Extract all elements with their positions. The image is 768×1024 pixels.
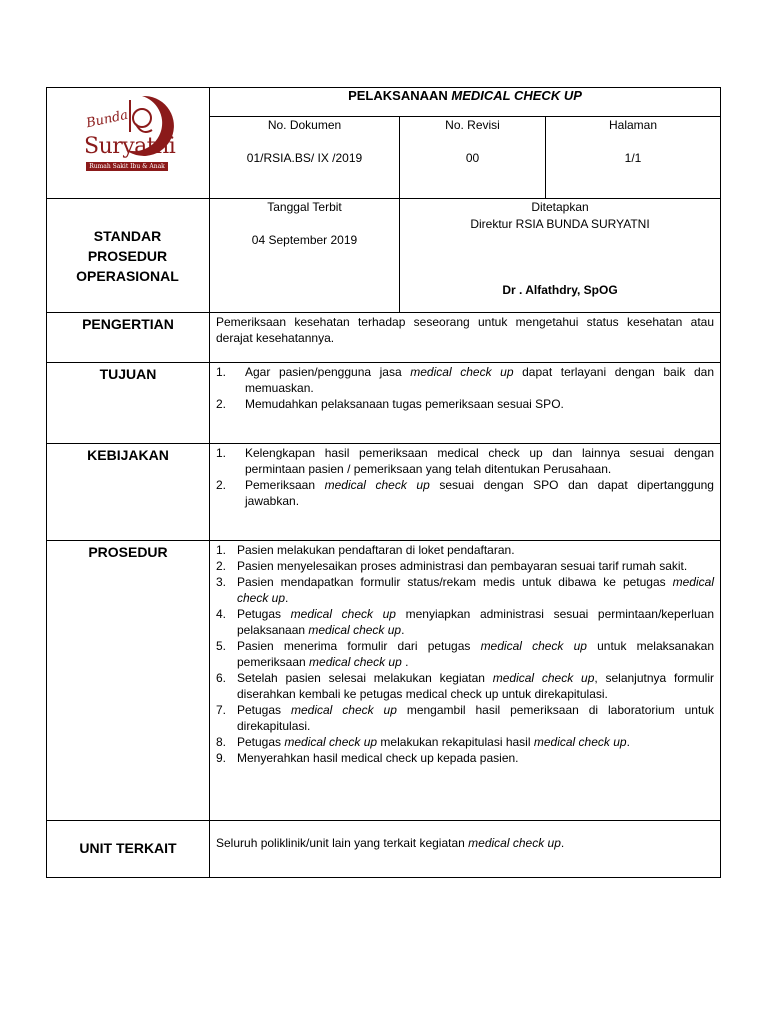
- prosedur-items: [216, 542, 714, 766]
- kebijakan-label: KEBIJAKAN: [87, 447, 169, 463]
- list-item: 7. Petugas medical check up mengambil hasil pemeriksaan di laboratorium untuk direkapitulasi.: [216, 703, 714, 733]
- revision-value: 00: [465, 151, 480, 165]
- spo-label: STANDAR PROSEDUR OPERASIONAL: [76, 228, 179, 284]
- list-item: 8. Petugas medical check up melakukan rekapitulasi hasil medical check up.: [216, 735, 630, 749]
- logo-subtitle: Rumah Sakit Ibu & Anak: [86, 162, 168, 171]
- list-item: 1. Pasien melakukan pendaftaran di loket pendaftaran.: [216, 543, 515, 557]
- established-label: Ditetapkan: [531, 200, 589, 214]
- prosedur-label: PROSEDUR: [88, 544, 168, 560]
- list-item: 6. Setelah pasien selesai melakukan kegiatan medical check up, selanjutnya formulir diserahkan kembali ke petugas medical check up untuk direkapitulasi.: [216, 671, 714, 701]
- page-value: 1/1: [624, 151, 642, 165]
- logo-bunda-text: Bunda: [84, 107, 130, 132]
- rule-unit: [46, 820, 721, 821]
- pengertian-text: Pemeriksaan kesehatan terhadap seseorang untuk mengetahui status kesehatan atau derajat kesehatannya.: [216, 315, 714, 345]
- title-italic: MEDICAL CHECK UP: [451, 88, 582, 103]
- rule-pengertian: [46, 312, 721, 313]
- list-item: 2. Pasien menyelesaikan proses administrasi dan pembayaran sesuai tarif rumah sakit.: [216, 559, 688, 573]
- unit-terkait-text: [216, 835, 714, 851]
- unit-terkait-label: UNIT TERKAIT: [79, 840, 177, 856]
- list-item: 1. Kelengkapan hasil pemeriksaan medical check up dan lainnya sesuai dengan permintaan pasien / pemeriksaan yang telah ditentukan Perusahaan.: [216, 446, 714, 476]
- issue-date-label: Tanggal Terbit: [267, 200, 342, 214]
- signatory-name: Dr . Alfathdry, SpOG: [502, 283, 618, 297]
- tujuan-items: [216, 364, 714, 412]
- document-title: [210, 88, 720, 104]
- border-right: [720, 87, 721, 878]
- list-item: 9. Menyerahkan hasil medical check up kepada pasien.: [216, 751, 519, 765]
- list-item: 3. Pasien mendapatkan formulir status/rekam medis untuk dibawa ke petugas medical check up.: [216, 575, 714, 605]
- list-item: 1. Agar pasien/pengguna jasa medical check up dapat terlayani dengan baik dan memuaskan.: [216, 365, 715, 395]
- list-item: 2. Pemeriksaan medical check up sesuai dengan SPO dan dapat dipertanggung jawabkan.: [216, 478, 714, 508]
- border-left: [46, 87, 47, 878]
- list-item: 4. Petugas medical check up menyiapkan administrasi sesuai permintaan/keperluan pelaksanaan medical check up.: [216, 607, 714, 637]
- pengertian-label: PENGERTIAN: [82, 316, 174, 332]
- list-item: 5. Pasien menerima formulir dari petugas medical check up untuk melaksanakan pemeriksaan medical check up .: [216, 639, 714, 669]
- rule-prosedur: [46, 540, 721, 541]
- rule-tujuan: [46, 362, 721, 363]
- prosedur-list: [216, 542, 714, 766]
- page-label: Halaman: [608, 118, 658, 132]
- kebijakan-list: [216, 445, 714, 509]
- tujuan-list: [216, 364, 714, 412]
- tujuan-label: TUJUAN: [99, 366, 157, 382]
- list-item: 2. Memudahkan pelaksanaan tugas pemeriksaan sesuai SPO.: [216, 397, 564, 411]
- unit-text-end: .: [560, 836, 565, 850]
- unit-text-plain: Seluruh poliklinik/unit lain yang terkait kegiatan: [216, 836, 469, 850]
- title-plain: PELAKSANAAN: [348, 88, 452, 103]
- established-by: Direktur RSIA BUNDA SURYATNI: [470, 217, 650, 231]
- logo-brand-name: Suryatni: [84, 134, 176, 159]
- kebijakan-items: [216, 445, 714, 509]
- doc-no-label: No. Dokumen: [267, 118, 342, 132]
- issue-date-value: 04 September 2019: [251, 233, 358, 247]
- unit-text-italic: medical check up: [468, 836, 561, 850]
- rule-kebijakan: [46, 443, 721, 444]
- doc-no-value: 01/RSIA.BS/ IX /2019: [246, 151, 363, 165]
- border-bottom: [46, 877, 721, 878]
- hospital-logo: [70, 92, 180, 182]
- revision-label: No. Revisi: [445, 118, 500, 132]
